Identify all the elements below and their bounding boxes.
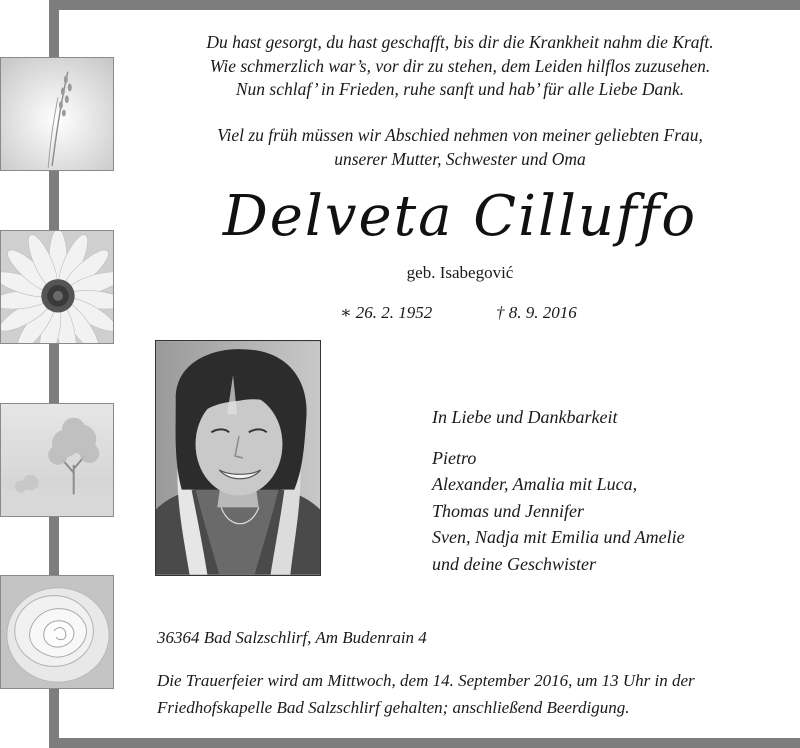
intro-text [160, 124, 760, 171]
address: 36364 Bad Salzschlirf, Am Budenrain 4 [157, 628, 427, 647]
maiden-name: geb. Isabegović [406, 263, 514, 282]
funeral-line: Friedhofskapelle Bad Salzschlirf gehalten; anschließend Beerdigung. [157, 698, 630, 717]
family-line: Pietro [432, 447, 477, 468]
intro-line: unserer Mutter, Schwester und Oma [334, 148, 586, 169]
funeral-line: Die Trauerfeier wird am Mittwoch, dem 14. September 2016, um 13 Uhr in der [157, 671, 695, 690]
tree-image [0, 403, 114, 517]
deceased-name: Delveta Cilluffo [222, 184, 698, 249]
family-line: Alexander, Amalia mit Luca, [432, 474, 638, 494]
family-heading: In Liebe und Dankbarkeit [432, 407, 618, 427]
portrait-photo [155, 340, 321, 576]
family-line: Thomas und Jennifer [432, 500, 584, 521]
poem-line: Nun schlaf’ in Frieden, ruhe sanft und hab’ für alle Liebe Dank. [235, 79, 685, 99]
flower-image [0, 230, 114, 344]
poem-line: Wie schmerzlich war’s, vor dir zu stehen, dem Leiden hilflos zuzusehen. [209, 55, 711, 76]
poem [160, 31, 760, 102]
intro-line: Viel zu früh müssen wir Abschied nehmen von meiner geliebten Frau, [217, 125, 703, 145]
grass-image [0, 57, 114, 171]
birth-date: ∗ 26. 2. 1952 [340, 303, 433, 322]
poem-line: Du hast gesorgt, du hast geschafft, bis dir die Krankheit nahm die Kraft. [206, 32, 714, 52]
death-date: † 8. 9. 2016 [496, 303, 577, 322]
family-signatures [432, 404, 685, 577]
family-line: und deine Geschwister [432, 553, 596, 574]
funeral-info [157, 667, 777, 721]
family-line: Sven, Nadja mit Emilia und Amelie [432, 527, 685, 547]
rose-image [0, 575, 114, 689]
